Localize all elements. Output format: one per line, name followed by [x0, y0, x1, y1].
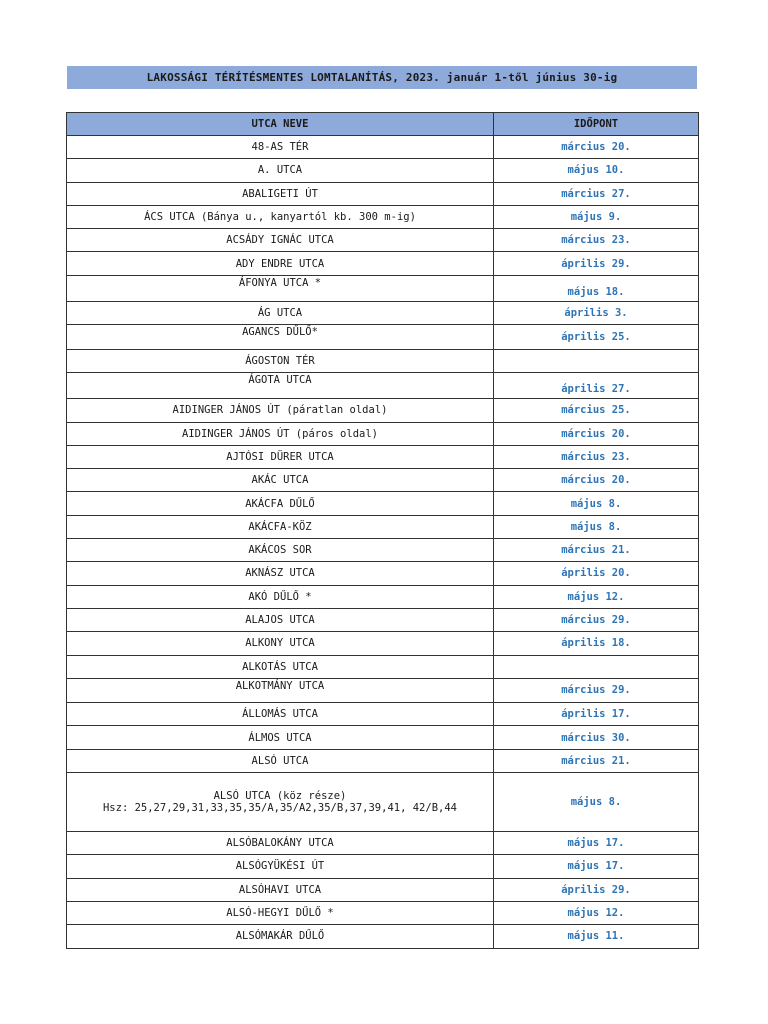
table-row — [67, 252, 699, 275]
collection-date: május 8. — [494, 492, 699, 515]
street-name: AKÁCFA-KÖZ — [67, 515, 494, 538]
collection-date: április 27. — [494, 372, 699, 398]
collection-date: március 21. — [494, 539, 699, 562]
table-row — [67, 302, 699, 325]
street-name — [67, 773, 494, 832]
table-row — [67, 469, 699, 492]
street-name: AIDINGER JÁNOS ÚT (páratlan oldal) — [67, 399, 494, 422]
table-row — [67, 832, 699, 855]
street-name: AKNÁSZ UTCA — [67, 562, 494, 585]
street-name-header: UTCA NEVE — [67, 113, 494, 136]
street-name: AGANCS DŰLŐ* — [67, 325, 494, 349]
table-row — [67, 901, 699, 924]
street-name: ACSÁDY IGNÁC UTCA — [67, 229, 494, 252]
table-row — [67, 585, 699, 608]
table-row — [67, 632, 699, 655]
table-row — [67, 855, 699, 878]
table-row — [67, 159, 699, 182]
street-name: ALSÓBALOKÁNY UTCA — [67, 832, 494, 855]
street-name: AIDINGER JÁNOS ÚT (páros oldal) — [67, 422, 494, 445]
collection-date: április 29. — [494, 878, 699, 901]
collection-date: május 17. — [494, 855, 699, 878]
table-row — [67, 229, 699, 252]
table-row — [67, 925, 699, 948]
collection-date: május 9. — [494, 205, 699, 228]
street-name: AKÓ DŰLŐ * — [67, 585, 494, 608]
street-name: ÁGOTA UTCA — [67, 372, 494, 398]
collection-date: május 12. — [494, 585, 699, 608]
table-row — [67, 539, 699, 562]
collection-date: március 23. — [494, 445, 699, 468]
collection-date: május 8. — [494, 773, 699, 832]
street-name: ADY ENDRE UTCA — [67, 252, 494, 275]
table-row — [67, 703, 699, 726]
collection-date: május 11. — [494, 925, 699, 948]
collection-date: május 17. — [494, 832, 699, 855]
street-name: ABALIGETI ÚT — [67, 182, 494, 205]
table-row — [67, 136, 699, 159]
collection-date — [494, 349, 699, 372]
collection-date: március 20. — [494, 422, 699, 445]
street-name: A. UTCA — [67, 159, 494, 182]
street-name: 48-AS TÉR — [67, 136, 494, 159]
table-row — [67, 275, 699, 301]
street-name: AKÁCOS SOR — [67, 539, 494, 562]
house-numbers-line: Hsz: 25,27,29,31,33,35,35/A,35/A2,35/B,37,39,41, 42/B,44 — [102, 802, 457, 815]
street-name: ALSÓ-HEGYI DŰLŐ * — [67, 901, 494, 924]
street-name-line: ALSÓ UTCA (köz része) — [213, 790, 347, 803]
table-row — [67, 678, 699, 702]
table-row — [67, 515, 699, 538]
street-name: ALKONY UTCA — [67, 632, 494, 655]
collection-date: március 20. — [494, 136, 699, 159]
collection-date: március 27. — [494, 182, 699, 205]
table-row — [67, 325, 699, 349]
table-row — [67, 749, 699, 772]
table-row — [67, 773, 699, 832]
collection-date: április 25. — [494, 325, 699, 349]
collection-date: május 8. — [494, 515, 699, 538]
collection-date: március 29. — [494, 678, 699, 702]
table-row — [67, 205, 699, 228]
collection-date — [494, 655, 699, 678]
collection-date: március 29. — [494, 608, 699, 631]
street-name: AKÁC UTCA — [67, 469, 494, 492]
collection-date: március 20. — [494, 469, 699, 492]
table-row — [67, 182, 699, 205]
date-header: IDŐPONT — [494, 113, 699, 136]
street-name: ALSÓGYÜKÉSI ÚT — [67, 855, 494, 878]
table-row — [67, 445, 699, 468]
street-name: ALSÓMAKÁR DŰLŐ — [67, 925, 494, 948]
street-name: AJTÓSI DÜRER UTCA — [67, 445, 494, 468]
street-name: AKÁCFA DŰLŐ — [67, 492, 494, 515]
street-name: ALSÓ UTCA — [67, 749, 494, 772]
page-title: LAKOSSÁGI TÉRÍTÉSMENTES LOMTALANÍTÁS, 2023. január 1-től június 30-ig — [67, 66, 697, 89]
table-row — [67, 372, 699, 398]
table-header-row — [67, 113, 699, 136]
collection-date: március 21. — [494, 749, 699, 772]
table-row — [67, 726, 699, 749]
table-row — [67, 492, 699, 515]
table-row — [67, 655, 699, 678]
street-name: ÁGOSTON TÉR — [67, 349, 494, 372]
collection-date: május 12. — [494, 901, 699, 924]
street-name: ALKOTÁS UTCA — [67, 655, 494, 678]
street-name: ÁLMOS UTCA — [67, 726, 494, 749]
table-row — [67, 349, 699, 372]
table-row — [67, 878, 699, 901]
street-name: ÁFONYA UTCA * — [67, 275, 494, 301]
collection-date: március 23. — [494, 229, 699, 252]
street-name: ALSÓHAVI UTCA — [67, 878, 494, 901]
collection-date: május 18. — [494, 275, 699, 301]
collection-date: április 20. — [494, 562, 699, 585]
table-row — [67, 399, 699, 422]
street-name: ÁCS UTCA (Bánya u., kanyartól kb. 300 m-ig) — [67, 205, 494, 228]
collection-date: május 10. — [494, 159, 699, 182]
collection-date: április 3. — [494, 302, 699, 325]
collection-date: március 25. — [494, 399, 699, 422]
collection-date: április 29. — [494, 252, 699, 275]
collection-date: március 30. — [494, 726, 699, 749]
street-name: ÁG UTCA — [67, 302, 494, 325]
street-schedule-table — [66, 112, 699, 949]
collection-date: április 17. — [494, 703, 699, 726]
collection-date: április 18. — [494, 632, 699, 655]
table-row — [67, 562, 699, 585]
table-row — [67, 608, 699, 631]
street-name: ÁLLOMÁS UTCA — [67, 703, 494, 726]
street-name: ALAJOS UTCA — [67, 608, 494, 631]
table-row — [67, 422, 699, 445]
street-name: ALKOTMÁNY UTCA — [67, 678, 494, 702]
